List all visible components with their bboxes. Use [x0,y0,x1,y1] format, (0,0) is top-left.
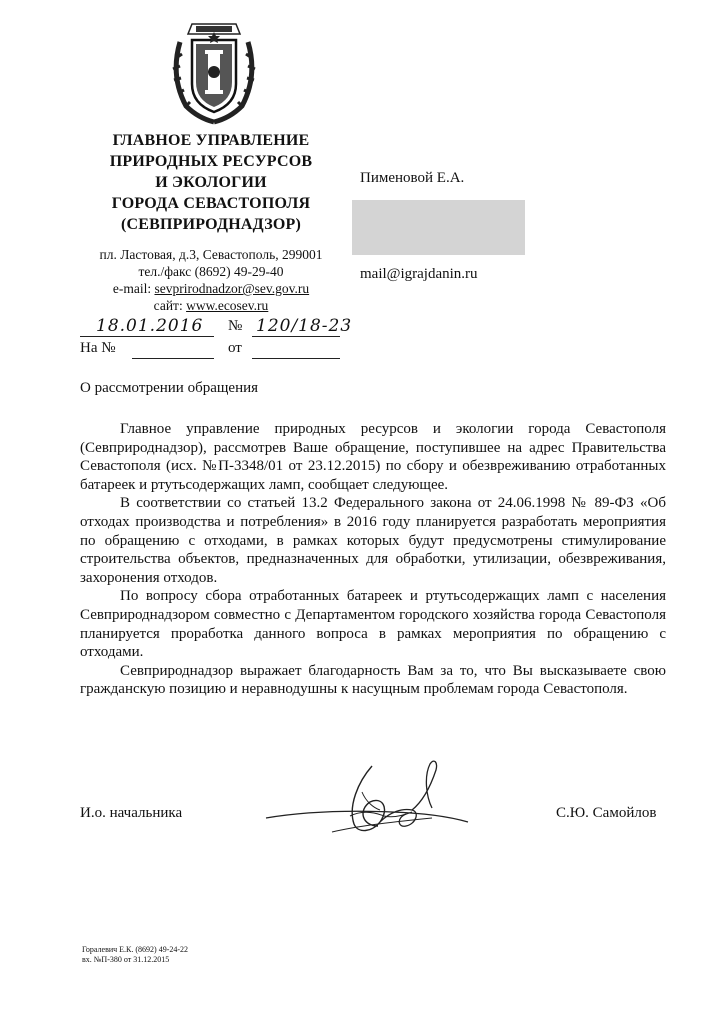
email-line [64,280,358,297]
handwritten-number: 120/18-23 [256,316,353,336]
site-label: сайт: [153,298,187,313]
number-label: № [228,318,243,334]
body-paragraph: Главное управление природных ресурсов и экологии города Севастополя (Севприроднадзор), рассмотрев Ваше обращение, поступившее на адрес Правительства Севастополя (исх. №П-3348/01 от 23.12.2015) по сбору и обезвреживанию отработанных батареек и ртутьсодержащих ламп, сообщает следующее. [80,421,666,493]
org-line-3: И ЭКОЛОГИИ [155,174,267,191]
from-label: от [228,340,242,356]
signatory-name: С.Ю. Самойлов [556,805,657,821]
executor-footer [82,945,188,964]
body-paragraph: Севприроднадзор выражает благодарность Вам за то, что Вы высказываете свою гражданскую позицию и неравнодушны к насущным проблемам города Севастополя. [80,662,666,698]
organization-title [60,130,362,235]
org-line-5: (СЕВПРИРОДНАДЗОР) [120,216,302,233]
signatory-position: И.о. начальника [80,805,183,821]
on-number-label: На № [80,340,116,356]
org-line-2: ПРИРОДНЫХ РЕСУРСОВ [109,153,313,170]
phone-line: тел./факс (8692) 49-29-40 [138,264,284,279]
recipient-email: mail@igrajdanin.ru [360,266,478,282]
contact-block [64,246,358,314]
footer-incoming-line: вх. №П-380 от 31.12.2015 [82,954,170,964]
site-line [64,297,358,314]
email-link[interactable]: sevprirodnadzor@sev.gov.ru [154,281,310,296]
address-line: пл. Ластовая, д.3, Севастополь, 299001 [99,247,323,262]
recipient-name: Пименовой Е.А. [360,170,465,186]
handwritten-signature [262,752,472,844]
on-number-underline [132,358,214,359]
from-underline [252,358,340,359]
handwritten-date: 18.01.2016 [96,316,204,336]
footer-executor-line: Горалевич Е.К. (8692) 49-24-22 [82,945,189,954]
redacted-block [352,200,525,255]
org-line-1: ГЛАВНОЕ УПРАВЛЕНИЕ [112,132,310,149]
email-label: e-mail: [112,281,155,296]
subject-line: О рассмотрении обращения [80,380,259,396]
site-link[interactable]: www.ecosev.ru [186,298,269,313]
number-underline [252,336,340,337]
org-line-4: ГОРОДА СЕВАСТОПОЛЯ [111,195,311,212]
body-paragraph: В соответствии со статьей 13.2 Федерального закона от 24.06.1998 № 89-ФЗ «Об отходах производства и потребления» в 2016 году планируется разработать мероприятия по обращению с отходами, в рамках которых будут предусмотрены стимулирование строительства объектов, предназначенных для обработки, утилизации, обезвреживания, захоронения отходов. [80,495,666,586]
date-underline [80,336,214,337]
body-paragraph: По вопросу сбора отработанных батареек и ртутьсодержащих ламп с населения Севприроднадзором совместно с Департаментом городского хозяйства города Севастополя планируется проработка данного вопроса в рамках мероприятия по обращению с отходами. [80,588,666,661]
letter-body [80,420,666,699]
coat-of-arms-emblem [168,14,260,126]
